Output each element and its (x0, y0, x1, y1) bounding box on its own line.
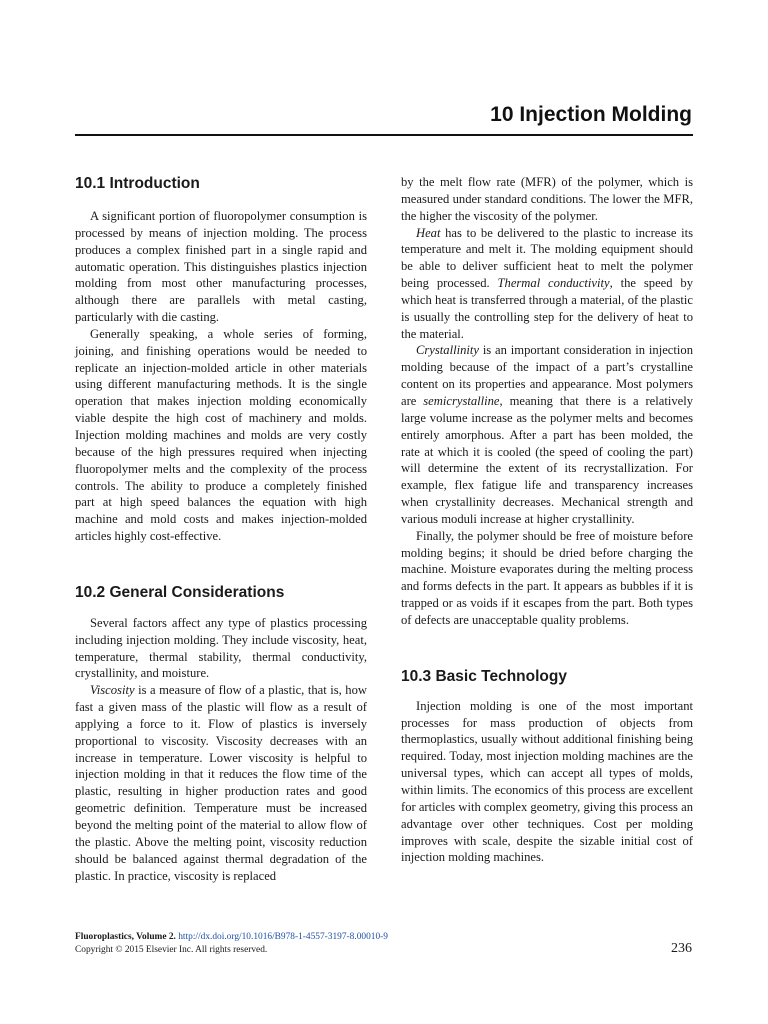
section-introduction (75, 174, 367, 545)
term-heat: Heat (416, 225, 441, 240)
term-crystallinity: Crystallinity (416, 343, 479, 358)
paragraph: Injection molding is one of the most important processes for mass production of objects from thermoplastics, usually without additional finishing being required. Today, most injection molding machines are the universal types, which can accept all types of molds, within limits. The economics of this process are excellent for articles with complex geometry, giving this process an advantage over other techniques. Cost per molding improves with scale, despite the sizable initial cost of injection molding machines. (401, 698, 693, 865)
term-semicrystalline: semicrystalline (423, 393, 500, 408)
paragraph: Several factors affect any type of plastics processing including injection molding. They include viscosity, heat, temperature, thermal stability, thermal conductivity, crystallinity, and moisture. (75, 615, 367, 681)
term-thermal-conductivity: Thermal conductivity (497, 276, 610, 291)
paragraph-text: , the speed by which heat is transferred through a material, of the plastic is usually the controlling step for the delivery of heat to the material. (401, 276, 693, 341)
paragraph-crystallinity (401, 342, 693, 527)
citation-line (75, 931, 693, 944)
paragraph-viscosity (75, 682, 367, 884)
paragraph-continuation: by the melt flow rate (MFR) of the polymer, which is measured under standard conditions. The lower the MFR, the higher the viscosity of the polymer. (401, 175, 693, 223)
left-column (75, 172, 367, 884)
paragraph-text: is an important consideration in injection molding because of the impact of a part’s crystalline content on its properties and appearance. Most polymers are (401, 343, 693, 408)
chapter-title: 10 Injection Molding (490, 103, 692, 126)
paragraph-moisture: Finally, the polymer should be free of moisture before molding begins; it should be dried before charging the machine. Moisture evaporates during the melting process and forms defects in the part. It appears as bubbles if it is trapped or as voids if it escapes from the part. Both types of defects are unacceptable quality problems. (401, 528, 693, 627)
copyright: Copyright © 2015 Elsevier Inc. All rights reserved. (75, 944, 268, 955)
section-heading-introduction: 10.1 Introduction (75, 175, 200, 192)
paragraph-heat (401, 225, 693, 343)
section-heading-general-considerations: 10.2 General Considerations (75, 583, 285, 601)
header-rule (75, 134, 693, 136)
paragraph: Generally speaking, a whole series of forming, joining, and finishing operations would be needed to replicate an injection-molded article in other materials using different manufacturing methods. It is the single operation that makes injection molding economically viable despite the high cost of machinery and molds. Injection molding machines and molds are very costly because of the high pressures required when injecting fluoropolymer melts and the complexity of the process controls. The ability to produce a completely finished part at high speed balances the equation with high machine and mold costs and makes injection-molded articles highly cost-effective. (75, 326, 367, 544)
section-heading-basic-technology: 10.3 Basic Technology (401, 667, 567, 685)
footer (75, 931, 693, 956)
paragraph-text: is a measure of flow of a plastic, that is, how fast a given mass of the plastic will flow as a result of applying a force to it. Flow of plastics is inversely proportional to viscosity. Viscosity decreases with an increase in temperature. Lower viscosity is helpful to injection molding in that it reduces the flow time of the plastic, resulting in higher production rates and good geometric definition. Temperature must be increased beyond the melting point of the material to allow flow of the plastic. Above the melting point, viscosity reduction should be balanced against thermal degradation of the plastic. In practice, viscosity is replaced (75, 683, 367, 883)
term-viscosity: Viscosity (90, 683, 135, 698)
page-number: 236 (671, 941, 692, 956)
right-column (401, 174, 693, 866)
section-basic-technology (401, 667, 693, 866)
book-title: Fluoroplastics, Volume 2. (75, 932, 176, 942)
paragraph-text: has to be delivered to the plastic to increase its temperature and melt it. The molding equipment should be able to deliver sufficient heat to melt the polymer being processed. (401, 225, 693, 291)
paragraph-text: , meaning that there is a relatively large volume increase as the polymer melts and becomes entirely amorphous. After a part has been molded, the rate at which it is cooled (the speed of cooling the part) will determine the extent of its recrystallization. For example, flex fatigue life and transparency increases when crystallinity decreases. Mechanical strength and various moduli increase at higher crystallinity. (401, 393, 694, 526)
doi-link[interactable]: http://dx.doi.org/10.1016/B978-1-4557-3197-8.00010-9 (178, 932, 388, 942)
paragraph: A significant portion of fluoropolymer consumption is processed by means of injection molding. The process produces a complex finished part in a single rapid and automatic operation. This distinguishes plastics injection molding from most other manufacturing processes, although there are parallels with metal casting, particularly with die casting. (75, 209, 367, 325)
section-general-considerations (75, 583, 367, 885)
